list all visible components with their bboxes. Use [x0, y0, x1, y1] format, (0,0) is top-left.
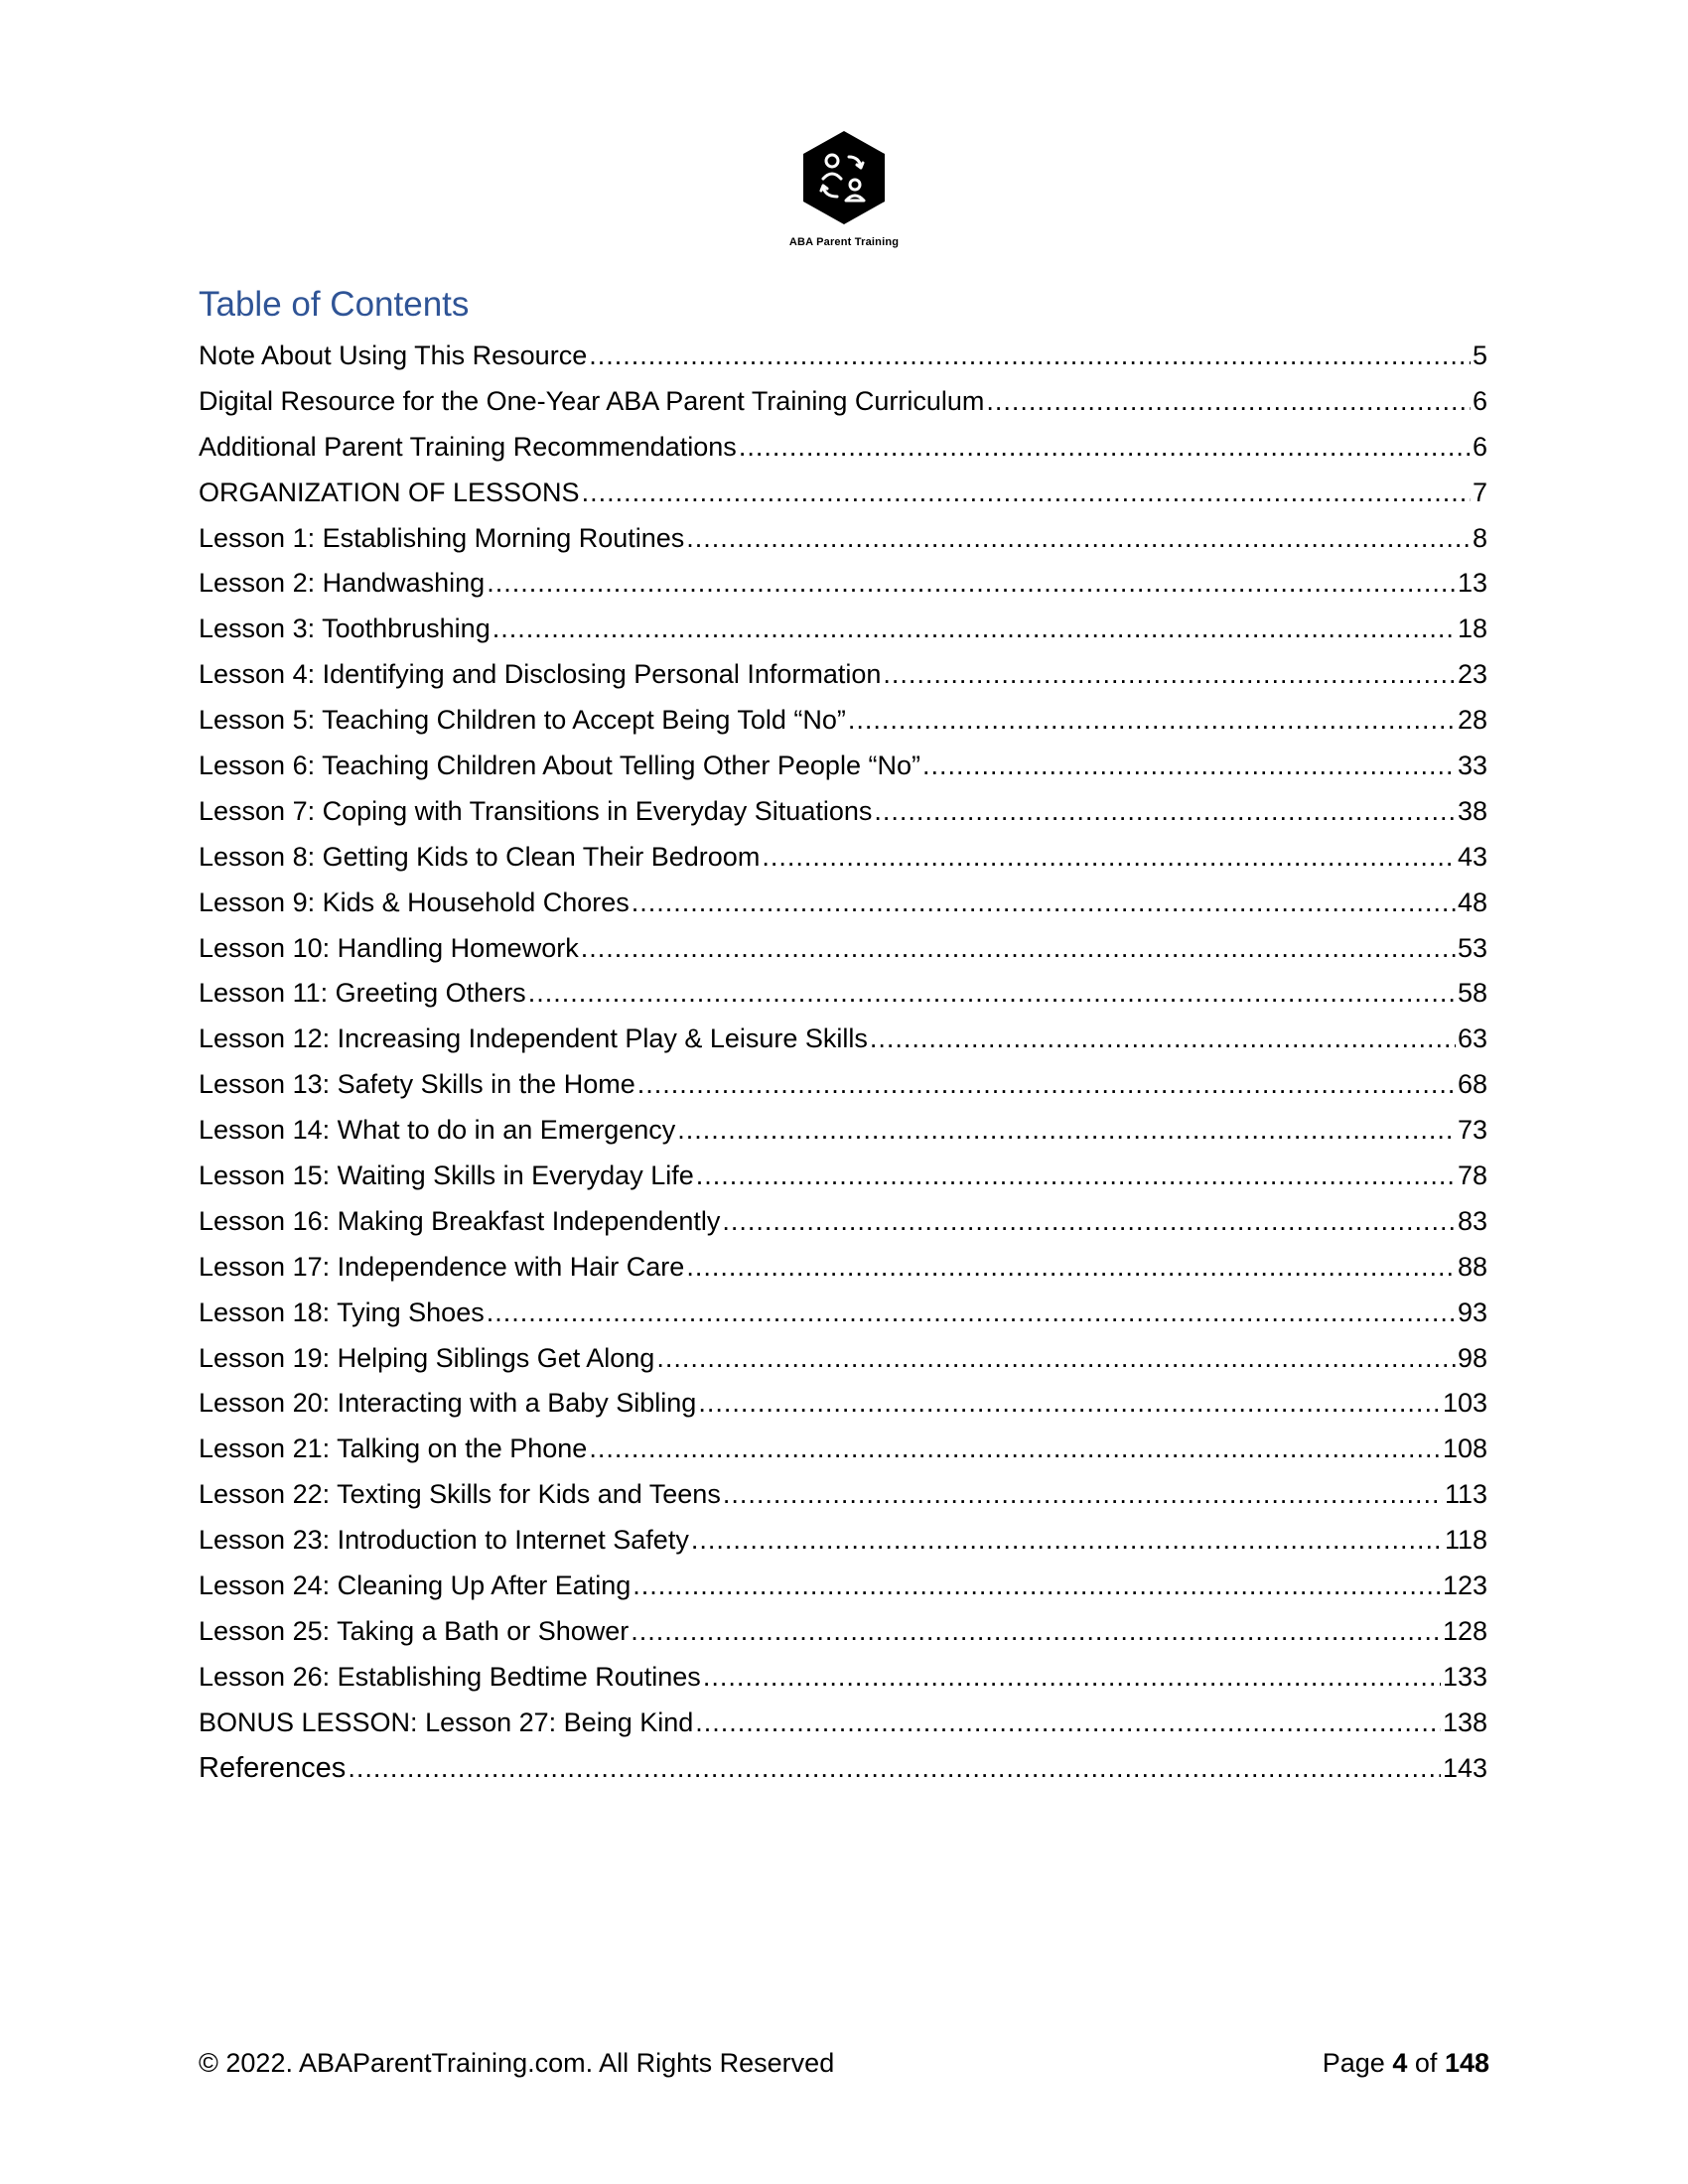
- toc-entry-title: Lesson 25: Taking a Bath or Shower: [199, 1615, 630, 1646]
- toc-entry[interactable]: [199, 1657, 1487, 1703]
- toc-entry[interactable]: [199, 837, 1487, 883]
- toc-entry-page: 28: [1457, 705, 1487, 736]
- toc-entry[interactable]: [199, 473, 1487, 518]
- toc-entry-page: 8: [1472, 522, 1487, 553]
- toc-dot-leader: [348, 1748, 1441, 1788]
- toc-entry-title: Lesson 2: Handwashing: [199, 568, 486, 599]
- logo-text: ABA Parent Training: [788, 236, 900, 248]
- toc-dot-leader: [487, 1293, 1456, 1332]
- toc-entry-title: Lesson 4: Identifying and Disclosing Personal Information: [199, 659, 882, 690]
- toc-entry[interactable]: [199, 1703, 1487, 1748]
- toc-entry[interactable]: [199, 973, 1487, 1019]
- toc-dot-leader: [528, 973, 1456, 1013]
- toc-entry-title: Digital Resource for the One-Year ABA Parent Training Curriculum: [199, 385, 985, 416]
- toc-entry[interactable]: [199, 746, 1487, 791]
- toc-dot-leader: [883, 654, 1456, 694]
- toc-entry-page: 133: [1442, 1661, 1487, 1692]
- toc-entry-page: 53: [1457, 932, 1487, 963]
- page-of: of: [1414, 2048, 1438, 2078]
- toc-dot-leader: [492, 609, 1456, 648]
- toc-entry-page: 73: [1457, 1115, 1487, 1146]
- toc-entry-page: 38: [1457, 795, 1487, 826]
- toc-entry[interactable]: [199, 609, 1487, 654]
- toc-dot-leader: [686, 1247, 1456, 1287]
- toc-entry-title: Lesson 5: Teaching Children to Accept Being Told “No”: [199, 705, 846, 736]
- toc-entry[interactable]: [199, 1156, 1487, 1201]
- toc-entry[interactable]: [199, 654, 1487, 700]
- toc-entry[interactable]: [199, 1474, 1487, 1520]
- toc-entry-title: Lesson 26: Establishing Bedtime Routines: [199, 1661, 701, 1692]
- toc-entry[interactable]: [199, 1064, 1487, 1110]
- toc-entry[interactable]: [199, 928, 1487, 974]
- toc-entry-page: 6: [1472, 431, 1487, 462]
- toc-entry[interactable]: [199, 1293, 1487, 1338]
- toc-entry-page: 78: [1457, 1160, 1487, 1191]
- toc-entry-title: Lesson 9: Kids & Household Chores: [199, 887, 630, 917]
- toc-entry[interactable]: [199, 1611, 1487, 1657]
- toc-entry[interactable]: [199, 563, 1487, 609]
- page-prefix: Page: [1322, 2048, 1385, 2078]
- toc-entry-page: 98: [1457, 1342, 1487, 1373]
- toc-dot-leader: [637, 1064, 1456, 1104]
- toc-entry-title: Lesson 20: Interacting with a Baby Sibling: [199, 1388, 697, 1419]
- toc-entry[interactable]: [199, 1429, 1487, 1474]
- toc-entry[interactable]: [199, 427, 1487, 473]
- toc-dot-leader: [589, 336, 1471, 375]
- toc-dot-leader: [986, 381, 1471, 421]
- toc-dot-leader: [922, 746, 1456, 785]
- toc-dot-leader: [656, 1338, 1456, 1378]
- toc-dot-leader: [739, 427, 1471, 467]
- toc-heading: Table of Contents: [199, 285, 470, 324]
- toc-entry[interactable]: [199, 1019, 1487, 1064]
- toc-dot-leader: [848, 700, 1456, 740]
- toc-dot-leader: [695, 1703, 1441, 1742]
- toc-dot-leader: [722, 1201, 1456, 1241]
- toc-entry-page: 23: [1457, 659, 1487, 690]
- logo: [784, 129, 904, 248]
- toc-entry[interactable]: [199, 700, 1487, 746]
- toc-entry-page: 13: [1457, 568, 1487, 599]
- toc-entry-title: Lesson 8: Getting Kids to Clean Their Bedroom: [199, 841, 761, 872]
- toc-entry-page: 63: [1457, 1024, 1487, 1054]
- toc-entry[interactable]: [199, 883, 1487, 928]
- toc-entry-title: Lesson 15: Waiting Skills in Everyday Life: [199, 1160, 694, 1191]
- toc-entry-title: Lesson 19: Helping Siblings Get Along: [199, 1342, 655, 1373]
- toc-entry-title: Lesson 24: Cleaning Up After Eating: [199, 1570, 632, 1601]
- toc-entry[interactable]: [199, 1201, 1487, 1247]
- toc-entry-title: Additional Parent Training Recommendations: [199, 431, 737, 462]
- toc-entry-title: Lesson 21: Talking on the Phone: [199, 1433, 588, 1464]
- toc-entry[interactable]: [199, 1566, 1487, 1611]
- toc-entry-title: Lesson 18: Tying Shoes: [199, 1297, 485, 1327]
- toc-entry-page: 93: [1457, 1297, 1487, 1327]
- toc-entry-title: Lesson 17: Independence with Hair Care: [199, 1251, 685, 1282]
- toc-entry-page: 68: [1457, 1069, 1487, 1100]
- toc-entry-title: Lesson 1: Establishing Morning Routines: [199, 522, 685, 553]
- toc-entry-page: 128: [1442, 1615, 1487, 1646]
- toc-entry-title: Lesson 23: Introduction to Internet Safety: [199, 1525, 689, 1556]
- toc-entry-page: 5: [1472, 341, 1487, 370]
- current-page: 4: [1392, 2048, 1408, 2078]
- footer-page-number: [1323, 2048, 1489, 2079]
- toc-entry[interactable]: [199, 1110, 1487, 1156]
- toc-dot-leader: [870, 1019, 1456, 1058]
- toc-entry-page: 113: [1444, 1479, 1487, 1510]
- toc-entry[interactable]: [199, 1383, 1487, 1429]
- toc-entry[interactable]: [199, 518, 1487, 564]
- toc-entry[interactable]: [199, 336, 1487, 381]
- toc-entry-page: 48: [1457, 887, 1487, 917]
- toc-dot-leader: [582, 473, 1471, 512]
- toc-dot-leader: [874, 791, 1456, 831]
- toc-entry-page: 6: [1472, 385, 1487, 416]
- toc-entry-title: Lesson 16: Making Breakfast Independently: [199, 1205, 721, 1236]
- toc-dot-leader: [589, 1429, 1441, 1468]
- toc-dot-leader: [691, 1520, 1443, 1560]
- toc-entry-title: Lesson 14: What to do in an Emergency: [199, 1115, 676, 1146]
- toc-entry-title: Lesson 3: Toothbrushing: [199, 614, 491, 644]
- toc-dot-leader: [581, 928, 1456, 968]
- toc-entry[interactable]: [199, 1520, 1487, 1566]
- total-pages: 148: [1444, 2048, 1489, 2078]
- toc-dot-leader: [633, 1566, 1441, 1605]
- toc-dot-leader: [632, 883, 1456, 922]
- toc-entry-title: Lesson 10: Handling Homework: [199, 932, 579, 963]
- toc-list: [199, 336, 1487, 1794]
- toc-entry-title: BONUS LESSON: Lesson 27: Being Kind: [199, 1706, 694, 1737]
- toc-entry-title: Lesson 13: Safety Skills in the Home: [199, 1069, 635, 1100]
- toc-dot-leader: [696, 1156, 1456, 1195]
- toc-dot-leader: [631, 1611, 1441, 1651]
- toc-entry-page: 83: [1457, 1205, 1487, 1236]
- toc-entry-page: 143: [1442, 1752, 1487, 1783]
- toc-entry-title: Lesson 11: Greeting Others: [199, 978, 526, 1009]
- toc-entry-page: 118: [1444, 1525, 1487, 1556]
- footer-copyright: © 2022. ABAParentTraining.com. All Rights Reserved: [199, 2048, 835, 2078]
- toc-dot-leader: [703, 1657, 1441, 1697]
- toc-entry-page: 138: [1442, 1706, 1487, 1737]
- toc-entry-page: 58: [1457, 978, 1487, 1009]
- toc-entry-title: Lesson 6: Teaching Children About Telling Other People “No”: [199, 751, 920, 781]
- toc-entry-page: 103: [1442, 1388, 1487, 1419]
- toc-dot-leader: [698, 1383, 1441, 1423]
- toc-entry[interactable]: [199, 1338, 1487, 1384]
- toc-dot-leader: [487, 563, 1456, 603]
- toc-dot-leader: [677, 1110, 1456, 1150]
- toc-entry-page: 88: [1457, 1251, 1487, 1282]
- toc-entry[interactable]: [199, 1748, 1487, 1794]
- toc-dot-leader: [723, 1474, 1443, 1514]
- toc-entry-page: 43: [1457, 841, 1487, 872]
- toc-dot-leader: [686, 518, 1471, 558]
- toc-dot-leader: [762, 837, 1456, 877]
- toc-entry-title: Lesson 22: Texting Skills for Kids and Teens: [199, 1479, 721, 1510]
- toc-entry-page: 33: [1457, 751, 1487, 781]
- toc-entry-title: Lesson 7: Coping with Transitions in Everyday Situations: [199, 795, 873, 826]
- toc-entry-page: 108: [1442, 1433, 1487, 1464]
- toc-entry[interactable]: [199, 381, 1487, 427]
- toc-entry-title: References: [199, 1751, 347, 1784]
- toc-entry-title: ORGANIZATION OF LESSONS: [199, 477, 580, 507]
- toc-entry-page: 7: [1472, 477, 1487, 507]
- toc-entry[interactable]: [199, 791, 1487, 837]
- toc-entry-title: Lesson 12: Increasing Independent Play & Leisure Skills: [199, 1024, 868, 1054]
- parent-child-hexagon-icon: [799, 129, 889, 226]
- toc-entry-page: 123: [1442, 1570, 1487, 1601]
- toc-entry[interactable]: [199, 1247, 1487, 1293]
- toc-entry-page: 18: [1457, 614, 1487, 644]
- toc-entry-title: Note About Using This Resource: [199, 341, 588, 370]
